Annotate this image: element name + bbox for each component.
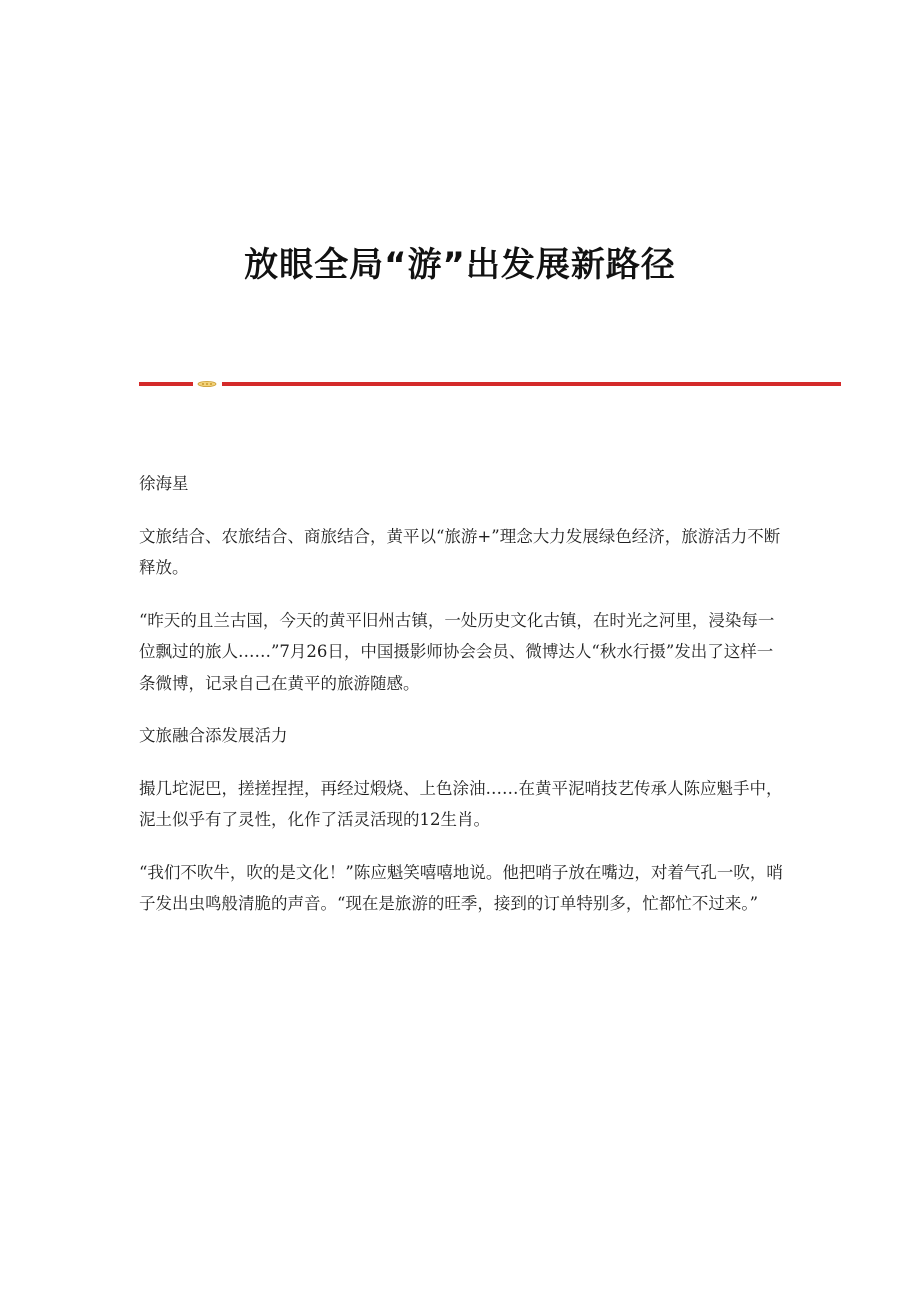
ornament-icon: [197, 381, 217, 387]
section-heading: 文旅融合添发展活力: [139, 726, 288, 745]
paragraph: 撮几坨泥巴，搓搓捏捏，再经过煅烧、上色涂油……在黄平泥哨技艺传承人陈应魁手中，泥土似乎有了灵性，化作了活灵活现的12生肖。: [139, 778, 783, 829]
author-line: 徐海星: [139, 474, 189, 493]
paragraph: 文旅结合、农旅结合、商旅结合，黄平以“旅游+”理念大力发展绿色经济，旅游活力不断释放。: [139, 526, 781, 577]
document-title: 放眼全局“游”出发展新路径: [244, 244, 676, 285]
article-body: [139, 468, 784, 941]
divider-left-segment: [139, 382, 193, 386]
paragraph: “昨天的且兰古国，今天的黄平旧州古镇，一处历史文化古镇，在时光之河里，浸染每一位飘过的旅人……”7月26日，中国摄影师协会会员、微博达人“秋水行摄”发出了这样一条微博，记录自己在黄平的旅游随感。: [139, 610, 775, 693]
title-divider: [139, 380, 841, 388]
paragraph: “我们不吹牛，吹的是文化！”陈应魁笑嘻嘻地说。他把哨子放在嘴边，对着气孔一吹，哨子发出虫鸣般清脆的声音。“现在是旅游的旺季，接到的订单特别多，忙都忙不过来。”: [139, 862, 783, 913]
divider-right-segment: [222, 382, 841, 386]
